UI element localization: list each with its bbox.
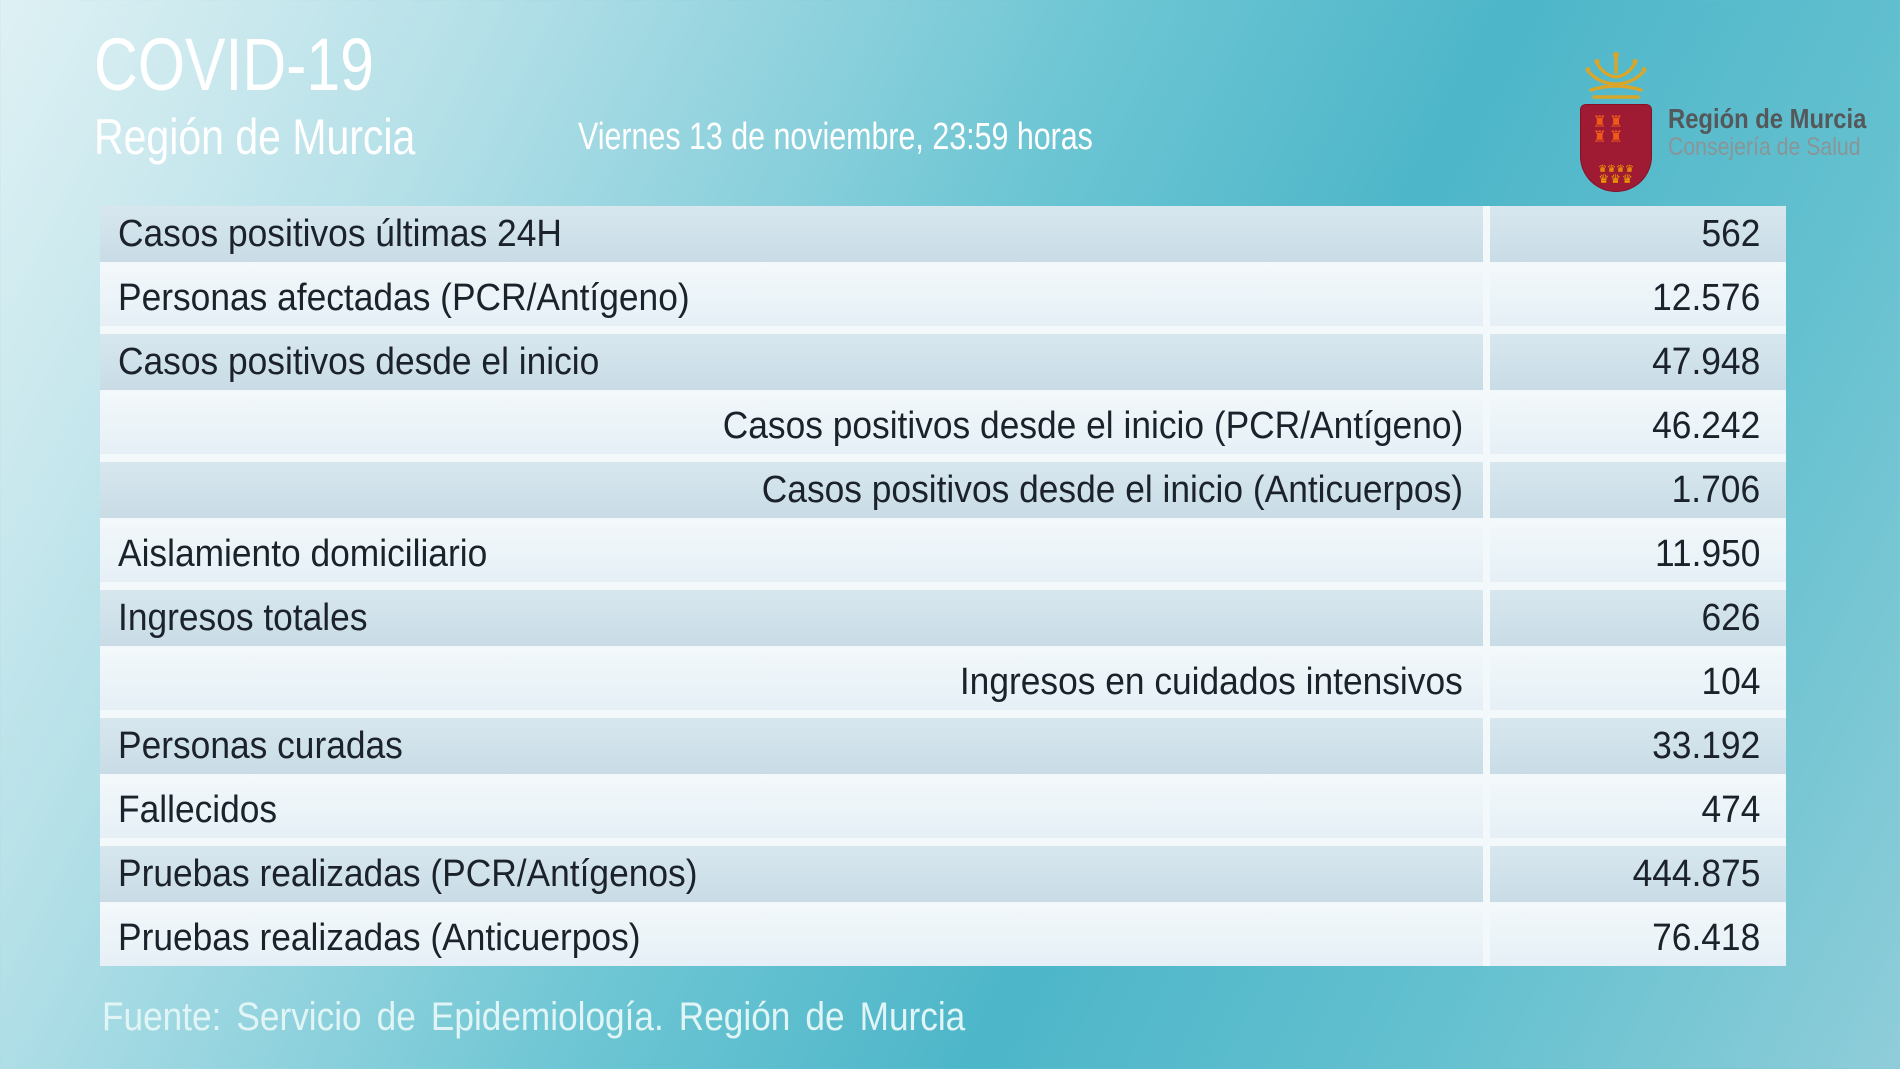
row-label: Ingresos en cuidados intensivos	[100, 654, 1483, 710]
row-label: Casos positivos desde el inicio (Anticuerpos)	[100, 462, 1483, 518]
row-value: 47.948	[1490, 334, 1786, 390]
source-footer: Fuente: Servicio de Epidemiología. Región de Murcia	[102, 995, 966, 1039]
org-text-block	[1668, 104, 1900, 161]
row-value: 444.875	[1490, 846, 1786, 902]
table-row	[100, 462, 1786, 518]
row-label: Casos positivos desde el inicio (PCR/Antígeno)	[100, 398, 1483, 454]
row-value: 11.950	[1490, 526, 1786, 582]
table-row	[100, 398, 1786, 454]
row-label: Pruebas realizadas (PCR/Antígenos)	[100, 846, 1483, 902]
row-value: 474	[1490, 782, 1786, 838]
cases-table	[100, 206, 1786, 966]
row-value: 562	[1490, 206, 1786, 262]
row-label: Casos positivos desde el inicio	[100, 334, 1483, 390]
row-value: 104	[1490, 654, 1786, 710]
table-row	[100, 782, 1786, 838]
row-label: Casos positivos últimas 24H	[100, 206, 1483, 262]
row-label: Personas afectadas (PCR/Antígeno)	[100, 270, 1483, 326]
org-name: Región de Murcia	[1668, 103, 1867, 134]
row-value: 12.576	[1490, 270, 1786, 326]
table-row	[100, 654, 1786, 710]
table-row	[100, 718, 1786, 774]
row-label: Aislamiento domiciliario	[100, 526, 1483, 582]
report-datetime: Viernes 13 de noviembre, 23:59 horas	[578, 116, 1093, 158]
table-row	[100, 206, 1786, 262]
row-label: Pruebas realizadas (Anticuerpos)	[100, 910, 1483, 966]
table-row	[100, 526, 1786, 582]
row-value: 33.192	[1490, 718, 1786, 774]
row-label: Fallecidos	[100, 782, 1483, 838]
row-label: Personas curadas	[100, 718, 1483, 774]
table-row	[100, 590, 1786, 646]
table-row	[100, 846, 1786, 902]
row-value: 626	[1490, 590, 1786, 646]
crown-icon: ♛♛♛♛ ♛♛♛	[1598, 164, 1634, 186]
murcia-shield-logo	[1580, 104, 1652, 192]
table-row	[100, 910, 1786, 966]
table-row	[100, 334, 1786, 390]
row-value: 1.706	[1490, 462, 1786, 518]
castle-icon: ♜♜ ♜♜	[1592, 112, 1626, 146]
row-label: Ingresos totales	[100, 590, 1483, 646]
table-row	[100, 270, 1786, 326]
royal-crown-icon	[1582, 50, 1650, 102]
org-department: Consejería de Salud	[1668, 133, 1861, 161]
page-title: COVID-19	[94, 23, 374, 106]
row-value: 76.418	[1490, 910, 1786, 966]
row-value: 46.242	[1490, 398, 1786, 454]
page-subtitle: Región de Murcia	[94, 109, 416, 165]
